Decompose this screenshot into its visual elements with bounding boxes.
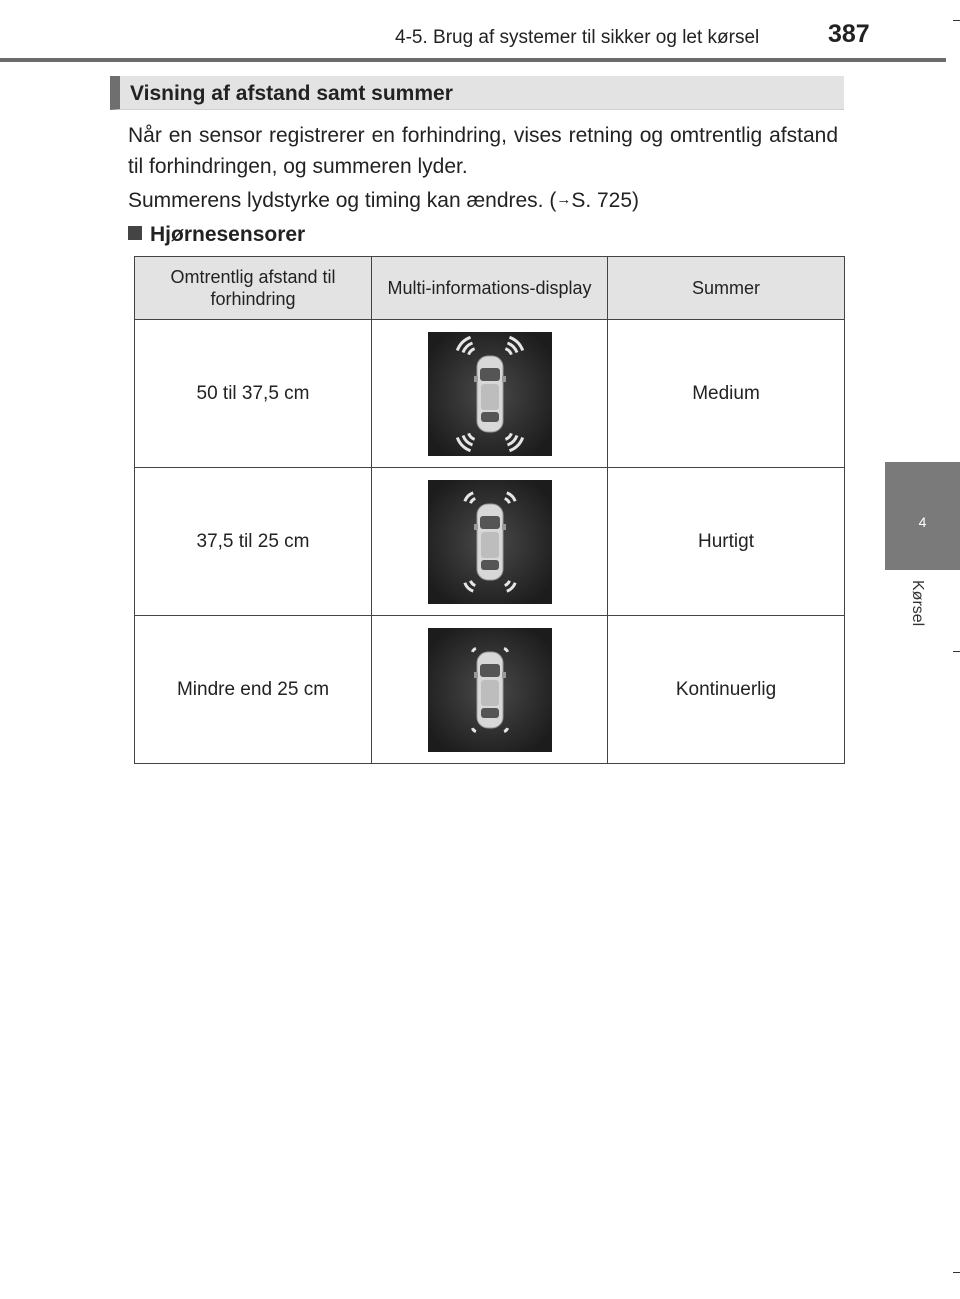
section-heading-text: Visning af afstand samt summer [130, 82, 453, 105]
table-row [135, 468, 845, 616]
car-top-view-icon [428, 628, 552, 752]
chapter-label-text: Kørsel [909, 580, 926, 627]
subheading [128, 223, 305, 247]
car-top-view-icon [428, 332, 552, 456]
display-cell [372, 468, 608, 616]
display-cell [372, 320, 608, 468]
car-body [474, 356, 506, 432]
chapter-tab [885, 462, 960, 570]
table-header-row [135, 257, 845, 320]
table-row [135, 320, 845, 468]
table-header-display: Multi-informations-display [372, 257, 608, 320]
buzzer-cell: Hurtigt [608, 468, 845, 616]
crop-mark-top [953, 20, 960, 21]
car-body [474, 504, 506, 580]
table-row [135, 616, 845, 764]
volume-paragraph-text: Summerens lydstyrke og timing kan ændres. ( [128, 189, 557, 212]
display-cell [372, 616, 608, 764]
section-heading [110, 76, 844, 110]
crop-mark-mid [953, 651, 960, 652]
buzzer-cell: Medium [608, 320, 845, 468]
reference-arrow-icon: → [556, 191, 572, 208]
table-header-buzzer: Summer [608, 257, 845, 320]
square-bullet-icon [128, 226, 142, 240]
distance-cell: 50 til 37,5 cm [135, 320, 372, 468]
running-header-title: 4-5. Brug af systemer til sikker og let kørsel [395, 27, 760, 48]
subheading-text: Hjørnesensorer [150, 223, 306, 246]
volume-paragraph [128, 184, 838, 216]
distance-cell: 37,5 til 25 cm [135, 468, 372, 616]
car-top-view-icon [428, 480, 552, 604]
table-header-distance: Omtrentlig afstand til forhindring [135, 257, 372, 320]
chapter-number: 4 [918, 514, 927, 530]
sensor-distance-table [134, 256, 845, 764]
page-reference-link[interactable]: S. 725) [571, 189, 640, 212]
buzzer-cell: Kontinuerlig [608, 616, 845, 764]
intro-paragraph: Når en sensor registrerer en forhindring, vises retning og omtrentlig afstand til forhindringen, og summeren lyder. [128, 124, 838, 178]
car-body [474, 652, 506, 728]
distance-cell: Mindre end 25 cm [135, 616, 372, 764]
chapter-label [878, 580, 938, 640]
crop-mark-bottom [953, 1272, 960, 1273]
page-number: 387 [828, 20, 870, 48]
header-rule [0, 58, 946, 62]
